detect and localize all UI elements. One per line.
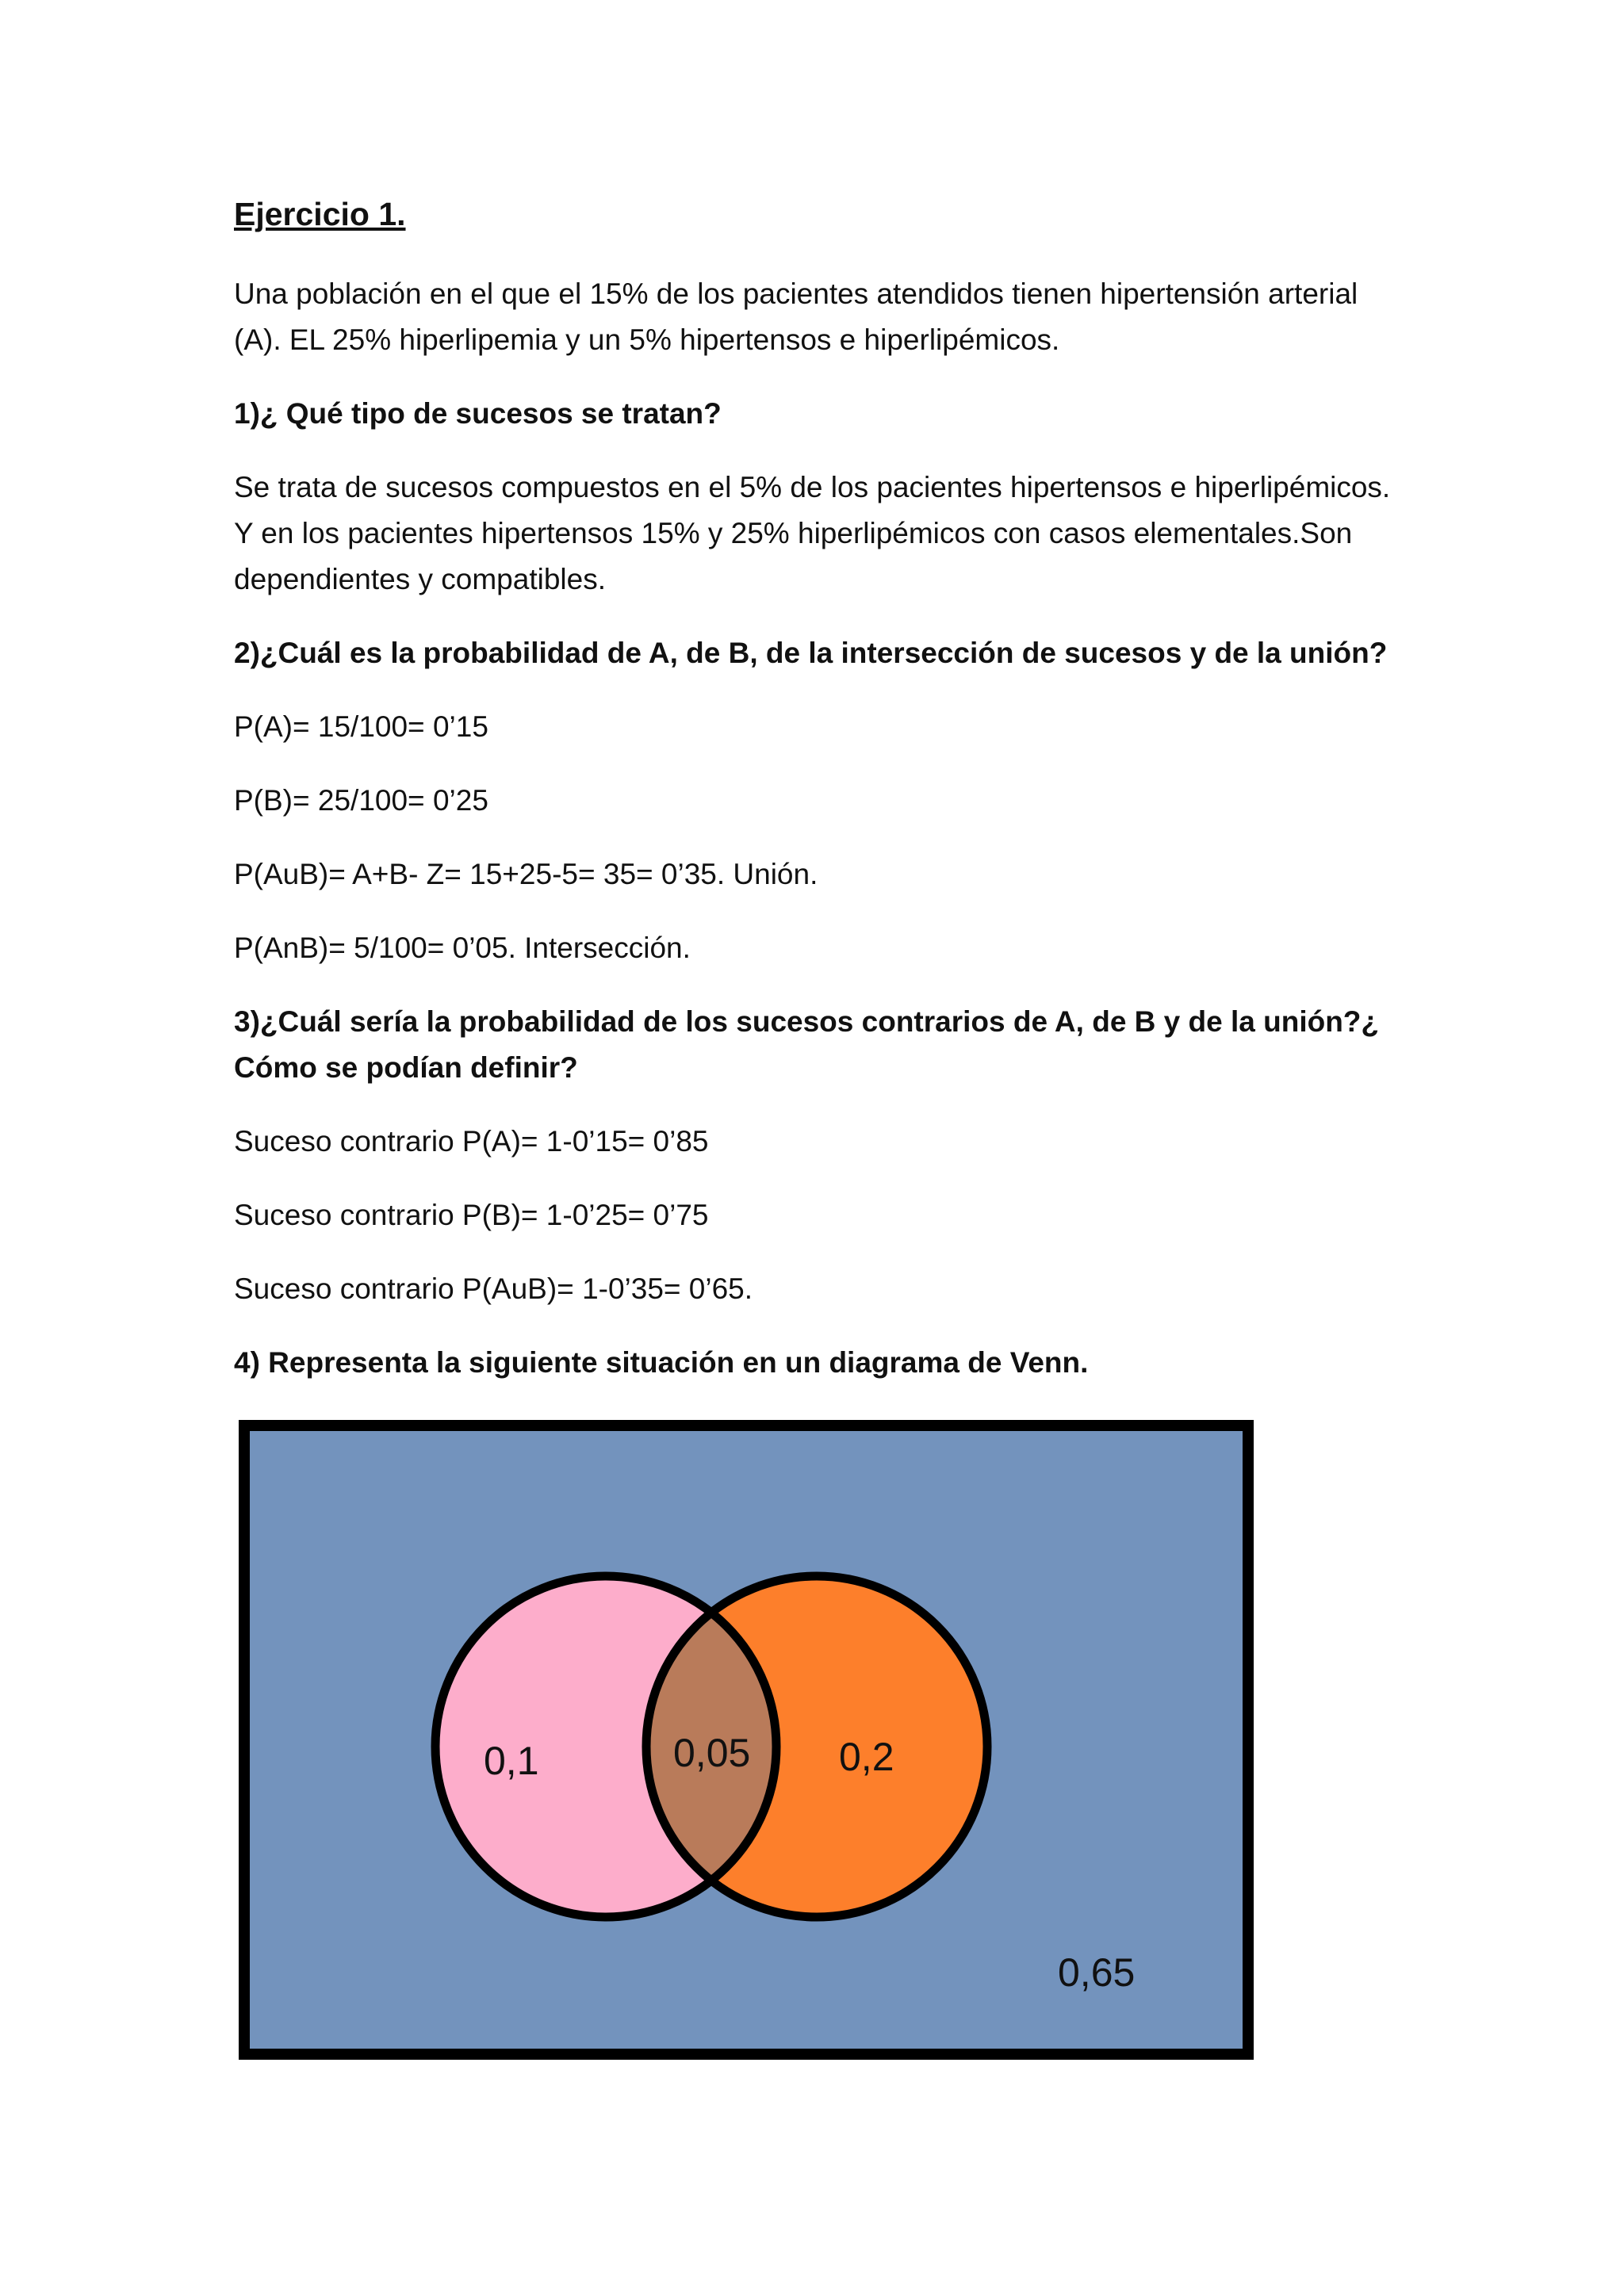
probability-b: P(B)= 25/100= 0’25 (234, 784, 488, 817)
venn-label-only-a: 0,1 (484, 1739, 539, 1783)
probability-union: P(AuB)= A+B- Z= 15+25-5= 35= 0’35. Unión. (234, 858, 818, 891)
document-page (234, 194, 1408, 1414)
answer-1: Se trata de sucesos compuestos en el 5% de los pacientes hipertensos e hiperlipémicos. Y en los pacientes hipertensos 15% y 25% hiperlipémicos con casos elementales.Son dependientes y compatibles. (234, 471, 1391, 596)
question-2: 2)¿Cuál es la probabilidad de A, de B, de la intersección de sucesos y de la unión? (234, 637, 1388, 670)
venn-label-outside: 0,65 (1058, 1950, 1136, 1995)
complement-union: Suceso contrario P(AuB)= 1-0’35= 0’65. (234, 1272, 753, 1306)
question-3: 3)¿Cuál sería la probabilidad de los sucesos contrarios de A, de B y de la unión?¿ Cómo se podían definir? (234, 1005, 1380, 1085)
probability-intersection: P(AnB)= 5/100= 0’05. Intersección. (234, 932, 691, 965)
venn-diagram (236, 1418, 1256, 2062)
intro-paragraph: Una población en el que el 15% de los pacientes atendidos tienen hipertensión arterial (A). EL 25% hiperlipemia y un 5% hipertensos e hiperlipémicos. (234, 277, 1358, 357)
probability-a: P(A)= 15/100= 0’15 (234, 710, 488, 744)
exercise-title: Ejercicio 1. (234, 196, 406, 232)
venn-label-only-b: 0,2 (839, 1735, 894, 1779)
venn-label-intersection: 0,05 (673, 1731, 751, 1775)
complement-a: Suceso contrario P(A)= 1-0’15= 0’85 (234, 1125, 709, 1158)
complement-b: Suceso contrario P(B)= 1-0’25= 0’75 (234, 1199, 709, 1232)
question-4: 4) Representa la siguiente situación en un diagrama de Venn. (234, 1346, 1089, 1380)
question-1: 1)¿ Qué tipo de sucesos se tratan? (234, 397, 722, 430)
